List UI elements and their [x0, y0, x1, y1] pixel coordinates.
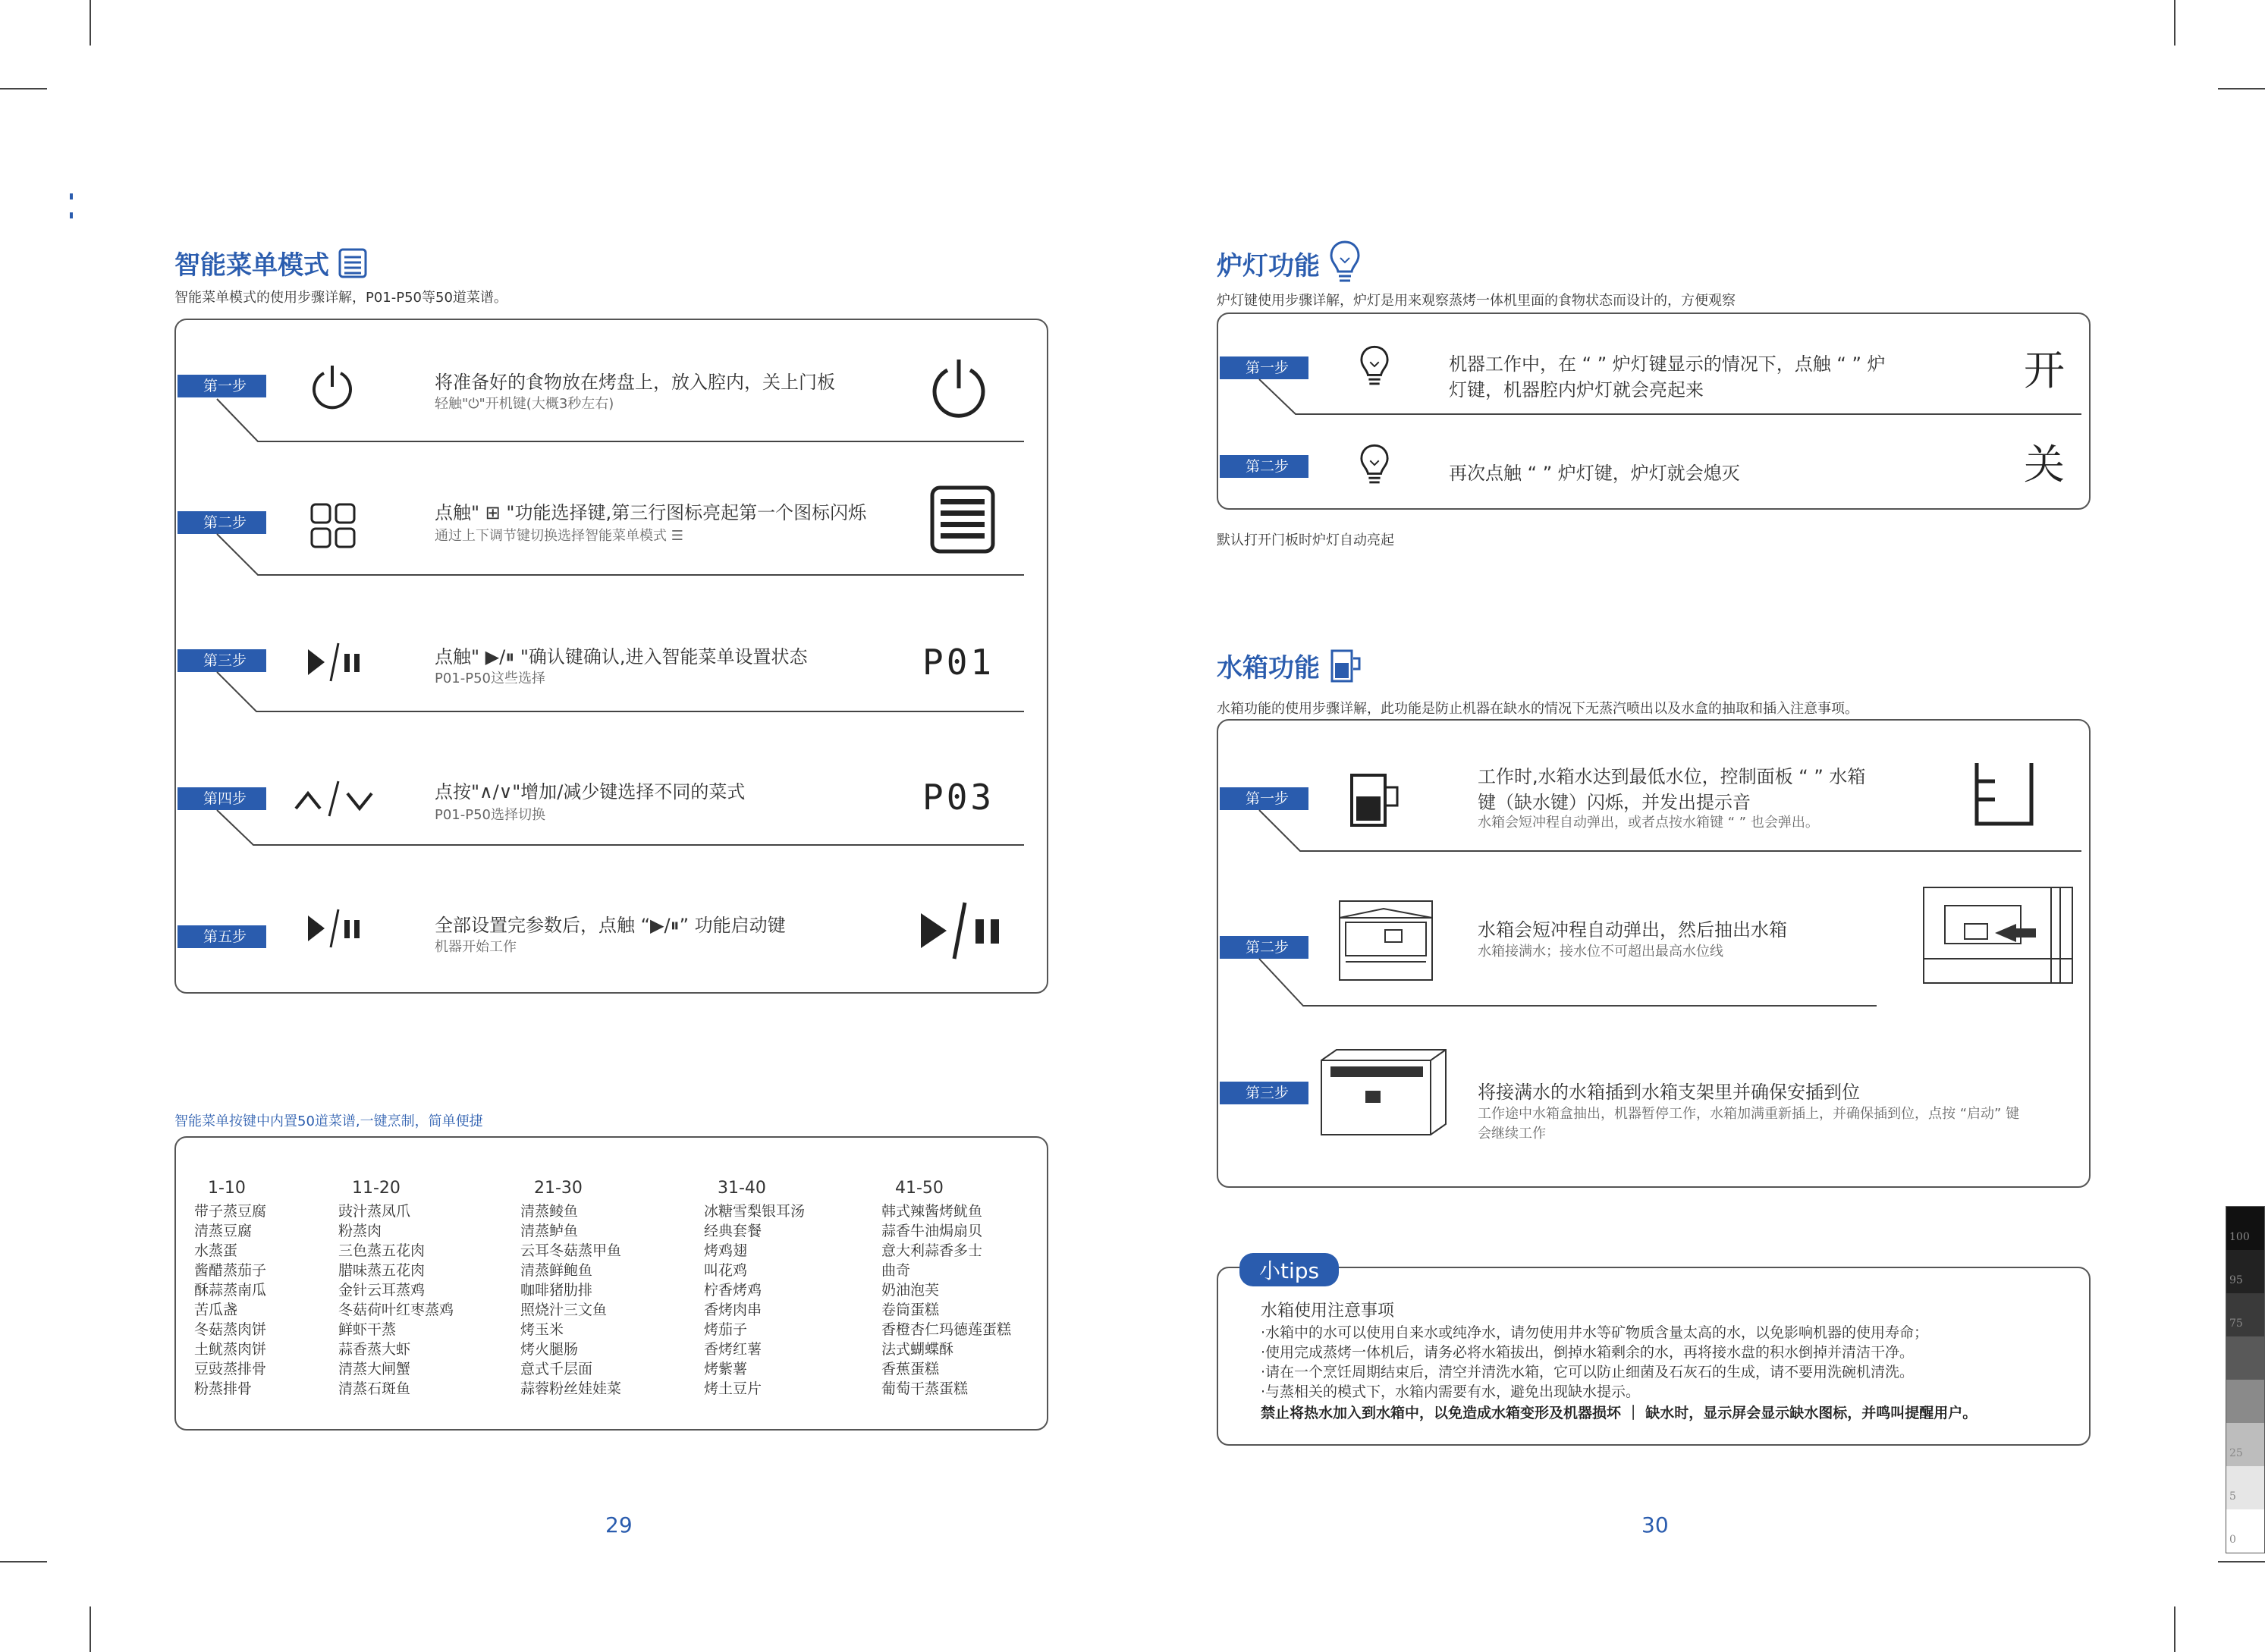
menu-item: 冬菇蒸肉饼	[194, 1321, 267, 1338]
menu-item: 咖啡猪肋排	[520, 1282, 593, 1299]
function-grid-icon	[309, 502, 357, 549]
grayscale-swatch: 0	[2226, 1509, 2264, 1553]
water-tank-icon	[1347, 769, 1403, 830]
menu-item: 粉蒸排骨	[194, 1380, 253, 1397]
menu-column-header: 31-40	[718, 1179, 766, 1198]
menu-column-header: 1-10	[208, 1179, 246, 1198]
menu-item: 烤茄子	[704, 1321, 748, 1338]
menu-column	[881, 1179, 1011, 1399]
menu-item: 清蒸豆腐	[194, 1223, 253, 1239]
lamp-off-label: 关	[2024, 441, 2065, 488]
step-tag: 第二步	[1220, 455, 1308, 478]
grayscale-color-bar	[2226, 1206, 2265, 1553]
menu-item: 香烤红薯	[704, 1341, 762, 1358]
menu-item: 清蒸鲜鲍鱼	[520, 1262, 593, 1279]
menu-item: 清蒸大闸蟹	[338, 1361, 411, 1377]
menu-item: 豆豉蒸排骨	[194, 1361, 267, 1377]
step-main-text: 灯键，机器腔内炉灯就会亮起来	[1449, 379, 1704, 400]
smart-menu-title	[174, 244, 367, 281]
step-main-text: 再次点触 “ ” 炉灯键，炉灯就会熄灭	[1449, 463, 1740, 484]
step-main-text: 键（缺水键）闪烁，并发出提示音	[1478, 792, 1751, 813]
menu-list-icon	[338, 248, 367, 278]
tips-line: ·请在一个烹饪周期结束后，清空并清洗水箱，它可以防止细菌及石灰石的生成，请不要用洗碗机清洗。	[1261, 1364, 1915, 1380]
step-sub-text: 通过上下调节键切换选择智能菜单模式 ☰	[435, 528, 683, 544]
menu-item: 烤土豆片	[704, 1380, 762, 1397]
step-sub-text: P01-P50选择切换	[435, 807, 546, 823]
menu-item: 香橙杏仁玛德莲蛋糕	[881, 1321, 1012, 1338]
grayscale-swatch	[2226, 1380, 2264, 1423]
step-tag: 第三步	[1220, 1082, 1308, 1104]
step-tag: 第二步	[177, 511, 266, 534]
step-sub-text: P01-P50这些选择	[435, 671, 546, 686]
page-number-right: 30	[1641, 1512, 1669, 1537]
power-icon	[309, 363, 355, 411]
menu-item: 带子蒸豆腐	[194, 1203, 267, 1220]
menu-item: 豉汁蒸凤爪	[338, 1203, 411, 1220]
menu-item: 葡萄干蒸蛋糕	[881, 1380, 969, 1397]
tips-warning: 禁止将热水加入到水箱中，以免造成水箱变形及机器损坏 ｜ 缺水时，显示屏会显示缺水图标，并鸣叫提醒用户。	[1261, 1405, 1978, 1421]
menu-item: 奶油泡芙	[881, 1282, 940, 1299]
bulb-icon	[1329, 240, 1361, 287]
bulb-icon	[1359, 443, 1390, 488]
step-main-text: 工作时,水箱水达到最低水位，控制面板 “ ” 水箱	[1478, 766, 1866, 787]
menu-item: 清蒸鲈鱼	[520, 1223, 579, 1239]
oven-tank-pull-illustration	[1922, 886, 2074, 985]
tips-line: ·与蒸相关的模式下，水箱内需要有水，避免出现缺水提示。	[1261, 1383, 1641, 1400]
grayscale-swatch: 25	[2226, 1423, 2264, 1466]
menu-item: 烤紫薯	[704, 1361, 748, 1377]
menu-item: 叫花鸡	[704, 1262, 748, 1279]
tips-line: ·水箱中的水可以使用自来水或纯净水，请勿使用井水等矿物质含量太高的水，以免影响机器的使用寿命；	[1261, 1324, 1929, 1341]
step-main-text: 将接满水的水箱插到水箱支架里并确保安插到位	[1478, 1082, 1860, 1103]
play-pause-icon	[305, 642, 366, 683]
menu-column	[194, 1179, 266, 1399]
menu-item: 水蒸蛋	[194, 1242, 238, 1259]
smart-menu-title-text: 智能菜单模式	[174, 250, 329, 281]
grayscale-swatch: 95	[2226, 1250, 2264, 1293]
menu-item: 意大利蒜香多士	[881, 1242, 983, 1259]
menu-list-icon-large	[930, 485, 995, 554]
water-shortage-icon	[1972, 758, 2036, 828]
step-tag: 第五步	[177, 925, 266, 948]
menu-item: 清蒸石斑鱼	[338, 1380, 411, 1397]
menu-item: 意式千层面	[520, 1361, 593, 1377]
menu-caption: 智能菜单按键中内置50道菜谱,一键烹制，简单便捷	[174, 1113, 483, 1129]
grayscale-swatch: 100	[2226, 1207, 2264, 1250]
tips-content	[1261, 1302, 1977, 1423]
step-sub-text: 机器开始工作	[435, 939, 517, 955]
menu-item: 冰糖雪梨银耳汤	[704, 1203, 806, 1220]
menu-item: 柠香烤鸡	[704, 1282, 762, 1299]
menu-column	[520, 1179, 621, 1399]
tips-title: 水箱使用注意事项	[1261, 1302, 1395, 1321]
lamp-on-label: 开	[2024, 347, 2065, 394]
menu-item: 蒜香蒸大虾	[338, 1341, 411, 1358]
menu-item: 云耳冬菇蒸甲鱼	[520, 1242, 622, 1259]
menu-item: 鲜虾干蒸	[338, 1321, 397, 1338]
menu-item: 冬菇荷叶红枣蒸鸡	[338, 1302, 454, 1318]
step-main-text: 点触" ▶/⏸ "确认键确认,进入智能菜单设置状态	[435, 646, 808, 667]
grayscale-swatch: 5	[2226, 1466, 2264, 1509]
display-readout: P01	[922, 642, 995, 683]
water-tank-icon	[1329, 646, 1364, 684]
menu-item: 苦瓜盏	[194, 1302, 238, 1318]
grayscale-swatch	[2226, 1336, 2264, 1380]
lamp-note: 默认打开门板时炉灯自动亮起	[1217, 532, 1394, 548]
menu-item: 烤鸡翅	[704, 1242, 748, 1259]
menu-item: 蒜蓉粉丝娃娃菜	[520, 1380, 622, 1397]
step-sub-text: 水箱会短冲程自动弹出，或者点按水箱键 “ ” 也会弹出。	[1478, 815, 1819, 831]
step-sub-text: 轻触"⏻"开机键(大概3秒左右)	[435, 396, 614, 412]
menu-item: 照烧汁三文鱼	[520, 1302, 608, 1318]
step-sub-text: 会继续工作	[1478, 1126, 1546, 1142]
menu-column-header: 11-20	[352, 1179, 401, 1198]
smart-menu-subtitle: 智能菜单模式的使用步骤详解，P01-P50等50道菜谱。	[174, 290, 507, 306]
menu-column	[704, 1179, 805, 1399]
step-tag: 第一步	[1220, 787, 1308, 810]
menu-item: 香烤肉串	[704, 1302, 762, 1318]
step-main-text: 点按"∧/∨"增加/减少键选择不同的菜式	[435, 781, 746, 802]
page-number-left: 29	[605, 1512, 633, 1537]
play-pause-icon	[305, 907, 366, 950]
menu-item: 粉蒸肉	[338, 1223, 382, 1239]
tips-line: ·使用完成蒸烤一体机后，请务必将水箱拔出，倒掉水箱剩余的水，再将接水盘的积水倒掉并清洁干净。	[1261, 1344, 1915, 1361]
menu-item: 土鱿蒸肉饼	[194, 1341, 267, 1358]
step-main-text: 将准备好的食物放在烤盘上，放入腔内，关上门板	[435, 372, 835, 393]
grayscale-swatch: 75	[2226, 1293, 2264, 1336]
menu-item: 腊味蒸五花肉	[338, 1262, 426, 1279]
menu-column	[338, 1179, 454, 1399]
menu-column-header: 21-30	[534, 1179, 583, 1198]
display-readout: P03	[922, 777, 995, 818]
menu-item: 金针云耳蒸鸡	[338, 1282, 426, 1299]
step-main-text: 机器工作中，在 “ ” 炉灯键显示的情况下，点触 “ ” 炉	[1449, 353, 1886, 375]
lamp-title	[1217, 240, 1361, 287]
step-sub-text: 水箱接满水；接水位不可超出最高水位线	[1478, 944, 1723, 959]
menu-item: 酥蒜蒸南瓜	[194, 1282, 267, 1299]
step-tag: 第二步	[1220, 936, 1308, 959]
step-sub-text: 工作途中水箱盒抽出，机器暂停工作，水箱加满重新插上，并确保插到位，点按 “启动” 键	[1478, 1106, 2020, 1122]
menu-item: 韩式辣酱烤鱿鱼	[881, 1203, 983, 1220]
up-down-icon	[293, 778, 376, 818]
menu-item: 清蒸鲮鱼	[520, 1203, 579, 1220]
menu-column-header: 41-50	[895, 1179, 944, 1198]
menu-item: 烤玉米	[520, 1321, 564, 1338]
step-main-text: 水箱会短冲程自动弹出，然后抽出水箱	[1478, 919, 1787, 941]
step-tag: 第三步	[177, 649, 266, 672]
step-tag: 第一步	[1220, 356, 1308, 379]
step-tag: 第一步	[177, 375, 266, 397]
menu-item: 三色蒸五花肉	[338, 1242, 426, 1259]
menu-item: 法式蝴蝶酥	[881, 1341, 954, 1358]
water-title	[1217, 646, 1364, 684]
menu-item: 烤火腿肠	[520, 1341, 579, 1358]
lamp-subtitle: 炉灯键使用步骤详解，炉灯是用来观察蒸烤一体机里面的食物状态而设计的，方便观察	[1217, 293, 1736, 309]
tips-badge: 小tips	[1239, 1253, 1339, 1286]
power-icon-large	[928, 356, 989, 420]
menu-item: 酱醋蒸茄子	[194, 1262, 267, 1279]
step-main-text: 全部设置完参数后，点触 “▶/⏸” 功能启动键	[435, 915, 786, 936]
menu-item: 曲奇	[881, 1262, 911, 1279]
oven-tank-insert-illustration	[1320, 1048, 1449, 1136]
step-tag: 第四步	[177, 787, 266, 810]
bulb-icon	[1359, 344, 1390, 390]
water-subtitle: 水箱功能的使用步骤详解，此功能是防止机器在缺水的情况下无蒸汽喷出以及水盒的抽取和插入注意事项。	[1217, 701, 1858, 717]
menu-item: 香蕉蛋糕	[881, 1361, 940, 1377]
oven-tank-eject-illustration	[1338, 900, 1434, 981]
play-pause-icon-large	[918, 901, 1006, 960]
menu-item: 经典套餐	[704, 1223, 762, 1239]
step-main-text: 点触" ⊞ "功能选择键,第三行图标亮起第一个图标闪烁	[435, 502, 867, 523]
menu-item: 蒜香牛油焗扇贝	[881, 1223, 983, 1239]
menu-item: 卷筒蛋糕	[881, 1302, 940, 1318]
water-title-text: 水箱功能	[1217, 652, 1320, 683]
lamp-title-text: 炉灯功能	[1217, 250, 1320, 281]
